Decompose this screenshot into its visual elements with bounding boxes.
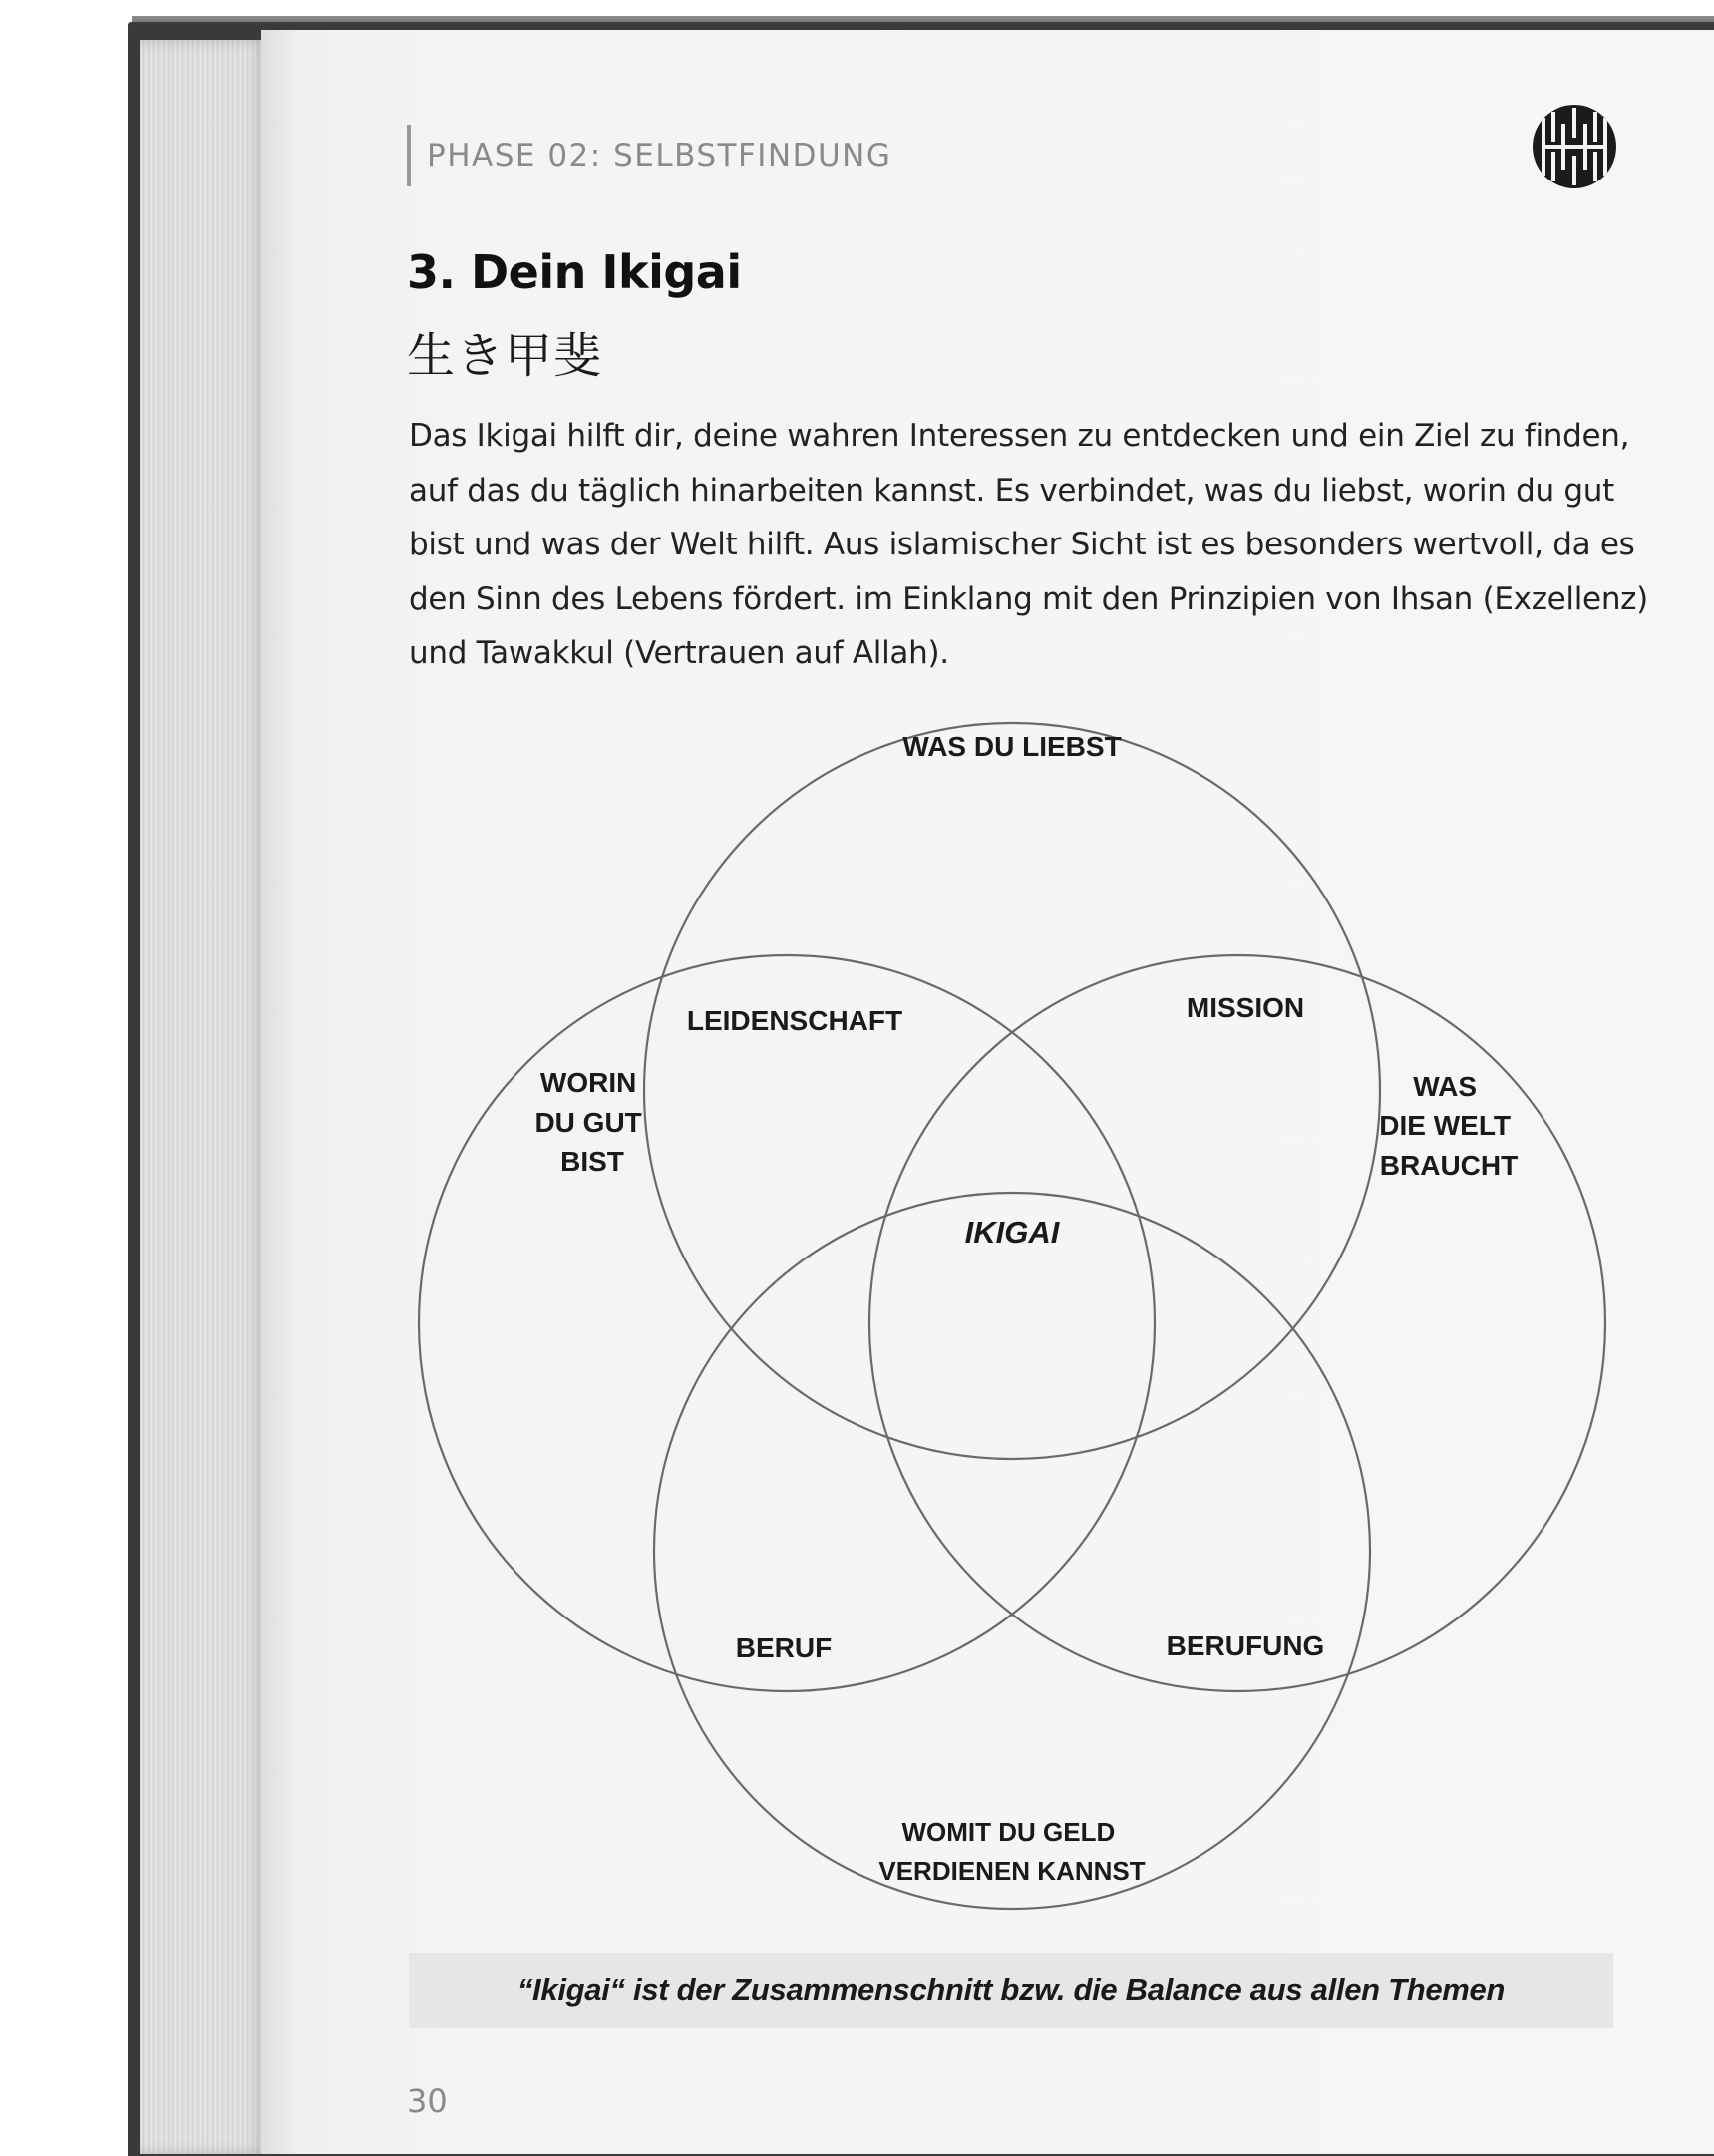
label-berufung: BERUFUNG	[1166, 1630, 1325, 1661]
label-bottom-circle: WOMIT DU GELD VERDIENEN KANNST	[878, 1817, 1146, 1886]
page-title: 3. Dein Ikigai	[407, 245, 742, 299]
page-number: 30	[407, 2082, 448, 2120]
body-line: und Tawakkul (Vertrauen auf Allah).	[409, 635, 949, 671]
body-line: auf das du täglich hinarbeiten kannst. Es verbindet, was du liebst, worin du gut	[409, 472, 1614, 509]
label-leidenschaft: LEIDENSCHAFT	[686, 1005, 903, 1036]
circle-bottom	[654, 1193, 1370, 1909]
label-beruf: BERUF	[735, 1632, 833, 1663]
circle-left	[419, 955, 1155, 1691]
section-label: PHASE 02: SELBSTFINDUNG	[427, 138, 892, 174]
body-line: den Sinn des Lebens fördert. im Einklang mit den Prinzipien von Ihsan (Exzellenz)	[409, 580, 1648, 617]
circle-top	[644, 723, 1380, 1459]
label-right-circle: WAS DIE WELT BRAUCHT	[1379, 1071, 1519, 1181]
body-line: Das Ikigai hilft dir, deine wahren Interessen zu entdecken und ein Ziel zu finden,	[409, 418, 1630, 454]
japanese-subtitle: 生き甲斐	[407, 328, 603, 384]
label-top-circle: WAS DU LIEBST	[902, 731, 1122, 762]
label-ikigai-center: IKIGAI	[964, 1215, 1060, 1250]
circle-right	[869, 955, 1605, 1691]
label-left-circle: WORIN DU GUT BIST	[534, 1067, 642, 1177]
venn-circles	[419, 723, 1605, 1909]
label-mission: MISSION	[1186, 992, 1305, 1023]
caption-box	[409, 1953, 1613, 2028]
caption-text: “Ikigai“ ist der Zusammenschnitt bzw. die Balance aus allen Themen	[516, 1973, 1506, 2007]
body-line: bist und was der Welt hilft. Aus islamischer Sicht ist es besonders wertvoll, da es	[409, 527, 1635, 562]
